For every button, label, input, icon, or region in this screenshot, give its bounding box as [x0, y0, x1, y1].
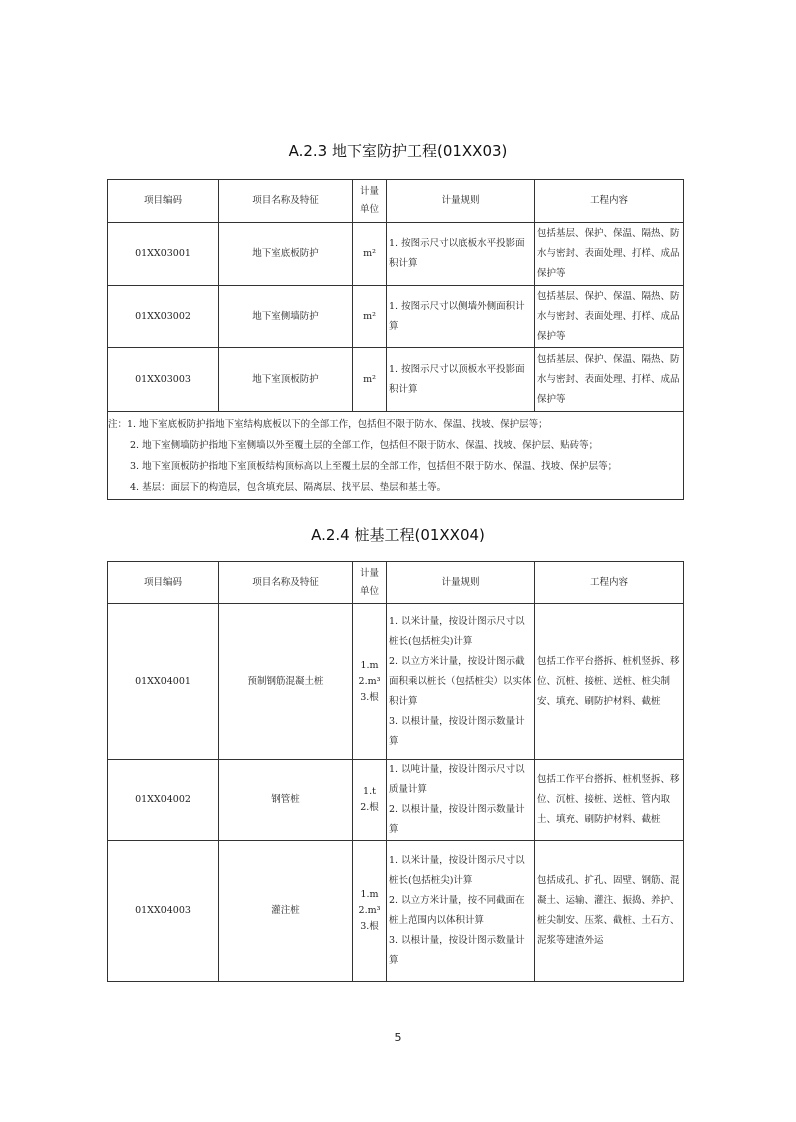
table-row	[108, 760, 684, 841]
note-line: 2. 地下室侧墙防护指地下室侧墙以外至覆土层的全部工作，包括但不限于防水、保温、找坡、保护层、贴砖等；	[130, 439, 599, 451]
item-code: 01XX04001	[108, 604, 219, 760]
item-unit: 1.t 2.根	[353, 760, 387, 841]
item-content: 包括基层、保护、保温、隔热、防水与密封、表面处理、打样、成品保护等	[535, 286, 684, 348]
table-row	[108, 223, 684, 286]
header-rule: 计量规则	[387, 562, 535, 604]
item-code: 01XX03002	[108, 286, 219, 348]
note-line: 3. 地下室顶板防护指地下室顶板结构顶标高以上至覆土层的全部工作，包括但不限于防水、保温、找坡、保护层等；	[130, 460, 618, 472]
table-header-row	[108, 562, 684, 604]
table-row	[108, 286, 684, 348]
pile-foundation-table	[107, 561, 684, 982]
table-row	[108, 841, 684, 982]
table-header-row	[108, 180, 684, 223]
item-content: 包括基层、保护、保温、隔热、防水与密封、表面处理、打样、成品保护等	[535, 223, 684, 286]
item-unit: m²	[353, 286, 387, 348]
header-rule: 计量规则	[387, 180, 535, 223]
item-name: 地下室顶板防护	[219, 348, 353, 412]
header-name: 项目名称及特征	[219, 562, 353, 604]
item-code: 01XX03001	[108, 223, 219, 286]
item-name: 钢管桩	[219, 760, 353, 841]
item-unit: 1.m 2.m³ 3.根	[353, 604, 387, 760]
item-name: 地下室侧墙防护	[219, 286, 353, 348]
table-notes	[108, 412, 684, 500]
table-row	[108, 604, 684, 760]
item-code: 01XX04003	[108, 841, 219, 982]
table-row	[108, 348, 684, 412]
page-number: 5	[394, 1031, 402, 1044]
item-rule: 1. 以吨计量，按设计图示尺寸以质量计算 2. 以根计量，按设计图示数量计算	[387, 760, 535, 841]
notes-row	[108, 412, 684, 500]
item-unit: m²	[353, 223, 387, 286]
item-rule: 1. 以米计量，按设计图示尺寸以桩长(包括桩尖)计算 2. 以立方米计量，按不同截面在桩上范围内以体积计算 3. 以根计量，按设计图示数量计算	[387, 841, 535, 982]
item-name: 地下室底板防护	[219, 223, 353, 286]
item-code: 01XX03003	[108, 348, 219, 412]
header-unit: 计量 单位	[353, 180, 387, 223]
item-content: 包括基层、保护、保温、隔热、防水与密封、表面处理、打样、成品保护等	[535, 348, 684, 412]
header-content: 工程内容	[535, 562, 684, 604]
item-rule: 1. 按图示尺寸以顶板水平投影面积计算	[387, 348, 535, 412]
header-code: 项目编码	[108, 562, 219, 604]
basement-protection-table	[107, 179, 684, 500]
note-line: 注：1. 地下室底板防护指地下室结构底板以下的全部工作，包括但不限于防水、保温、找坡、保护层等；	[108, 418, 548, 430]
header-content: 工程内容	[535, 180, 684, 223]
section-title-pile: A.2.4 桩基工程(01XX04)	[311, 526, 485, 544]
item-unit: 1.m 2.m³ 3.根	[353, 841, 387, 982]
item-code: 01XX04002	[108, 760, 219, 841]
item-rule: 1. 以米计量，按设计图示尺寸以桩长(包括桩尖)计算 2. 以立方米计量，按设计图示截面积乘以桩长（包括桩尖）以实体积计算 3. 以根计量，按设计图示数量计算	[387, 604, 535, 760]
header-code: 项目编码	[108, 180, 219, 223]
header-unit: 计量 单位	[353, 562, 387, 604]
note-line: 4. 基层：面层下的构造层，包含填充层、隔离层、找平层、垫层和基土等。	[130, 481, 447, 493]
item-content: 包括工作平台搭拆、桩机竖拆、移位、沉桩、接桩、送桩、管内取土、填充、刷防护材料、截桩	[535, 760, 684, 841]
item-name: 预制钢筋混凝土桩	[219, 604, 353, 760]
item-rule: 1. 按图示尺寸以侧墙外侧面积计算	[387, 286, 535, 348]
item-name: 灌注桩	[219, 841, 353, 982]
item-rule: 1. 按图示尺寸以底板水平投影面积计算	[387, 223, 535, 286]
section-title-basement: A.2.3 地下室防护工程(01XX03)	[288, 142, 508, 160]
header-name: 项目名称及特征	[219, 180, 353, 223]
item-unit: m²	[353, 348, 387, 412]
item-content: 包括工作平台搭拆、桩机竖拆、移位、沉桩、接桩、送桩、桩尖制安、填充、刷防护材料、截桩	[535, 604, 684, 760]
item-content: 包括成孔、扩孔、固壁、钢筋、混凝土、运输、灌注、振捣、养护、桩尖制安、压浆、截桩、土石方、泥浆等建渣外运	[535, 841, 684, 982]
